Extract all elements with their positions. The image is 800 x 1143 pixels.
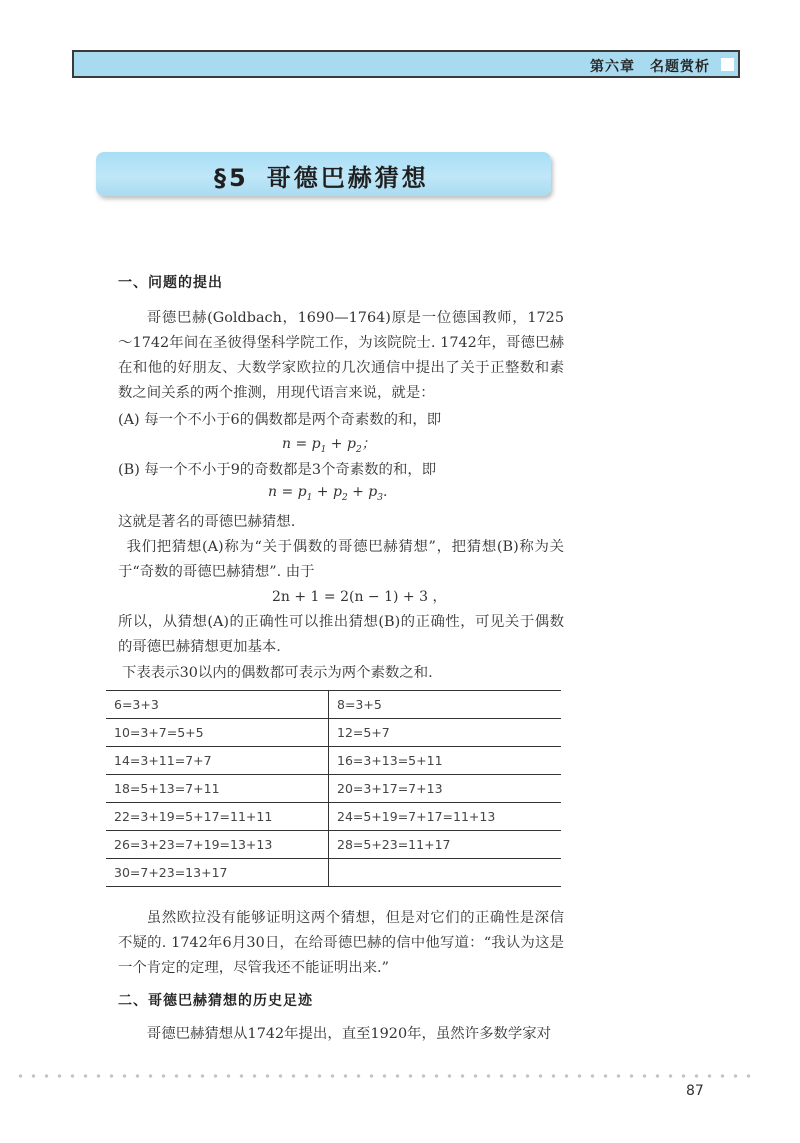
formula-a: $n = p_1 + p_2$； <box>282 436 376 455</box>
table-cell: 28=5+23=11+17 <box>329 831 562 859</box>
history-paragraph: 哥德巴赫猜想从1742年提出，直至1920年，虽然许多数学家对 <box>146 1026 552 1042</box>
table-cell: 18=5+13=7+11 <box>106 775 329 803</box>
section-number: §5 <box>214 164 249 192</box>
section-title <box>214 158 429 193</box>
section-banner <box>96 152 551 196</box>
table-cell: 26=3+23=7+19=13+13 <box>106 831 329 859</box>
conjecture-b-text: (B) 每一个不小于9的奇数都是3个奇素数的和，即 <box>118 462 437 478</box>
chapter-header-bar <box>72 50 740 78</box>
table-cell: 24=5+19=7+17=11+13 <box>329 803 562 831</box>
table-cell: 30=7+23=13+17 <box>106 859 329 887</box>
table-row <box>106 691 561 719</box>
table-cell: 14=3+11=7+7 <box>106 747 329 775</box>
table-row <box>106 775 561 803</box>
table-cell: 20=3+17=7+13 <box>329 775 562 803</box>
table-cell: 12=5+7 <box>329 719 562 747</box>
footer-dotted-divider <box>14 1074 754 1078</box>
formula-b: $n = p_1 + p_2 + p_3$. <box>268 484 388 503</box>
header-square-decoration <box>721 58 734 71</box>
table-row <box>106 859 561 887</box>
conjecture-a-text: (A) 每一个不小于6的偶数都是两个奇素数的和，即 <box>118 412 442 428</box>
table-row <box>106 747 561 775</box>
subheading-history: 二、哥德巴赫猜想的历史足迹 <box>118 993 313 1009</box>
table-cell: 8=3+5 <box>329 691 562 719</box>
table-cell: 22=3+19=5+17=11+11 <box>106 803 329 831</box>
table-cell: 16=3+13=5+11 <box>329 747 562 775</box>
table-row <box>106 719 561 747</box>
table-row <box>106 803 561 831</box>
table-cell: 10=3+7=5+5 <box>106 719 329 747</box>
chapter-label: 第六章 名题赏析 <box>590 59 710 75</box>
formula-odd-identity: 2n + 1 = 2(n − 1) + 3 ， <box>272 589 447 605</box>
euler-belief-paragraph: 虽然欧拉没有能够证明这两个猜想，但是对它们的正确性是深信不疑的. 1742年6月30日，在给哥德巴赫的信中他写道：“我认为这是一个肯定的定理，尽管我还不能证明出来.” <box>118 910 564 976</box>
table-intro-line: 下表表示30以内的偶数都可表示为两个素数之和. <box>122 665 433 681</box>
famous-conjecture-line: 这就是著名的哥德巴赫猜想. <box>118 514 296 530</box>
definition-paragraph: 我们把猜想(A)称为“关于偶数的哥德巴赫猜想”，把猜想(B)称为关于“奇数的哥德巴赫猜想”. 由于 <box>118 539 564 580</box>
table-row <box>106 831 561 859</box>
goldbach-table <box>106 690 561 887</box>
table-cell: 6=3+3 <box>106 691 329 719</box>
section-title-text: 哥德巴赫猜想 <box>266 164 429 192</box>
subheading-problem: 一、问题的提出 <box>118 275 223 291</box>
page-number: 87 <box>686 1083 704 1099</box>
intro-paragraph: 哥德巴赫(Goldbach，1690—1764)原是一位德国教师，1725～1742年间在圣彼得堡科学院工作，为该院院士. 1742年，哥德巴赫在和他的好朋友、大数学家欧拉的几次通信中提出了关于正整数和素数之间关系的两个推测，用现代语言来说，就是： <box>118 310 564 401</box>
table-cell <box>329 859 562 887</box>
implication-paragraph: 所以，从猜想(A)的正确性可以推出猜想(B)的正确性，可见关于偶数的哥德巴赫猜想更加基本. <box>118 614 564 655</box>
